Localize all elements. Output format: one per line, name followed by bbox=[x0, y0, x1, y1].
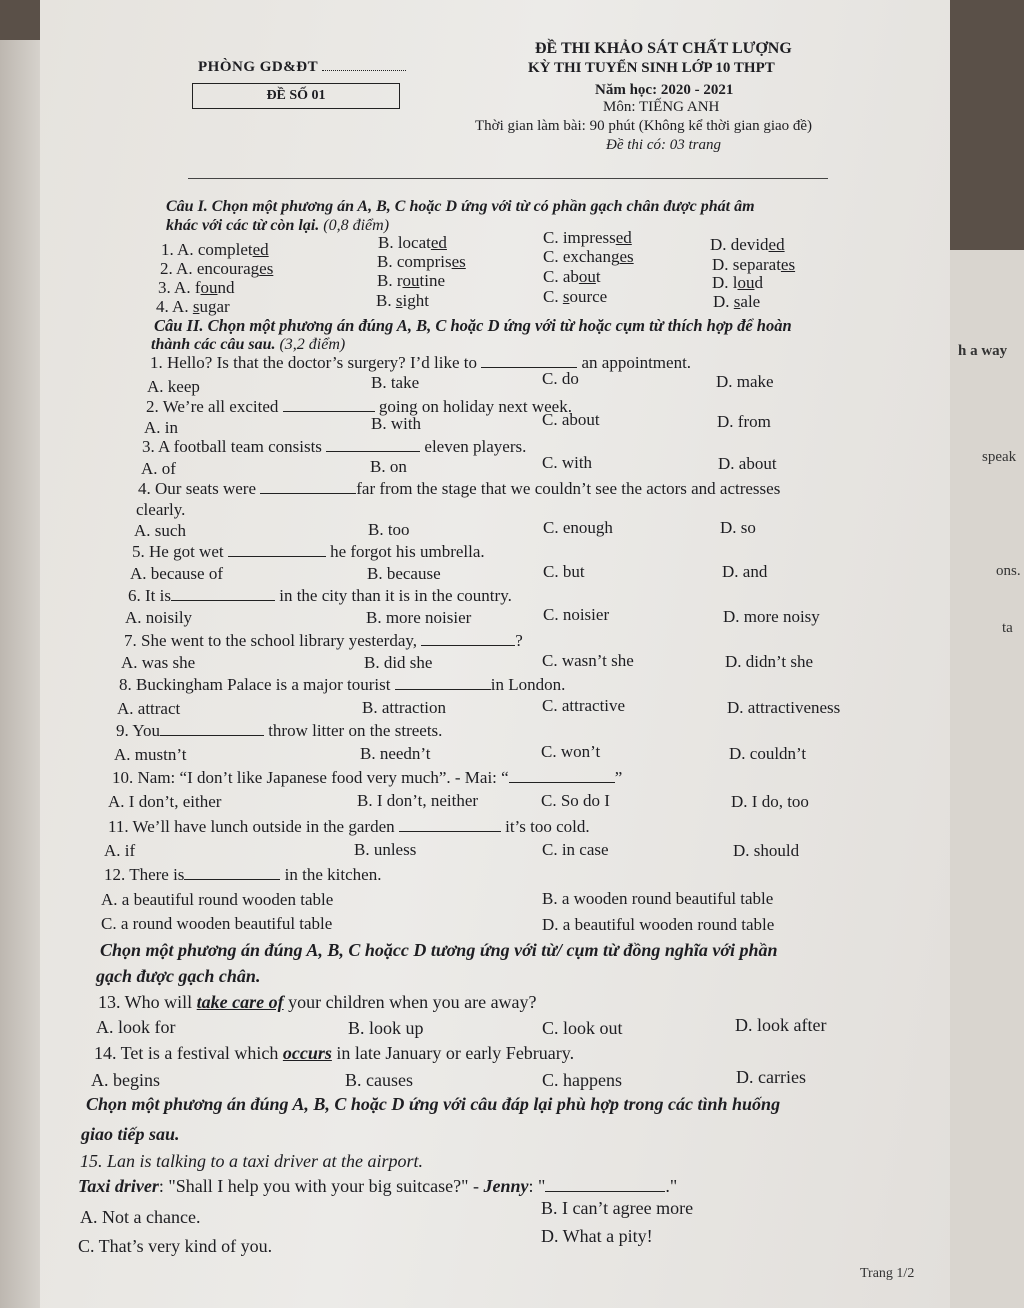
q7-option-d[interactable]: D. didn’t she bbox=[725, 652, 813, 671]
q3-option-c[interactable]: C. with bbox=[542, 453, 593, 472]
exam-code-box: ĐỀ SỐ 01 bbox=[192, 83, 400, 109]
q11-option-b[interactable]: B. unless bbox=[354, 840, 417, 859]
q5-stem: 5. He got wet he forgot his umbrella. bbox=[132, 542, 485, 561]
q14-option-b[interactable]: B. causes bbox=[345, 1070, 413, 1090]
q14-option-d[interactable]: D. carries bbox=[736, 1067, 806, 1087]
q2-option-c[interactable]: C. about bbox=[542, 410, 600, 429]
q12-stem: 12. There is in the kitchen. bbox=[104, 865, 382, 884]
q2-option-b[interactable]: B. with bbox=[371, 414, 422, 433]
s1-q3-d: D. loud bbox=[712, 273, 763, 292]
q9-stem: 9. You throw litter on the streets. bbox=[116, 721, 443, 740]
q15-option-d[interactable]: D. What a pity! bbox=[541, 1226, 653, 1246]
section1-title-cont: khác với các từ còn lại. (0,8 điểm) bbox=[166, 217, 390, 234]
q12-option-b[interactable]: B. a wooden round beautiful table bbox=[542, 889, 774, 908]
q14-option-a[interactable]: A. begins bbox=[91, 1070, 160, 1090]
school-year: Năm học: 2020 - 2021 bbox=[595, 82, 734, 98]
s1-q1-a: 1. A. completed bbox=[161, 240, 269, 259]
q12-option-c[interactable]: C. a round wooden beautiful table bbox=[101, 914, 333, 933]
section2-title-cont: thành các câu sau. (3,2 điểm) bbox=[151, 336, 346, 353]
page-count: Đề thi có: 03 trang bbox=[606, 137, 721, 153]
s1-q4-b: B. sight bbox=[376, 291, 429, 310]
q13-stem: 13. Who will take care of your children when you are away? bbox=[98, 992, 537, 1012]
s1-q4-d: D. sale bbox=[713, 292, 761, 311]
s1-q3-c: C. about bbox=[543, 267, 601, 286]
q3-option-b[interactable]: B. on bbox=[370, 457, 407, 476]
section1-title: Câu I. Chọn một phương án A, B, C hoặc D ứng với từ có phần gạch chân được phát âm bbox=[166, 198, 755, 215]
q2-option-a[interactable]: A. in bbox=[144, 418, 178, 437]
q10-stem: 10. Nam: “I don’t like Japanese food very much”. - Mai: “ ” bbox=[112, 768, 623, 787]
q4-stem: 4. Our seats were far from the stage that we couldn’t see the actors and actresses bbox=[138, 479, 781, 498]
q5-option-b[interactable]: B. because bbox=[367, 564, 441, 583]
q5-option-d[interactable]: D. and bbox=[722, 562, 768, 581]
q11-option-a[interactable]: A. if bbox=[104, 841, 136, 860]
underlying-sheet bbox=[940, 250, 1024, 1308]
side-fragment-1: h a way bbox=[958, 343, 1008, 359]
q1-option-c[interactable]: C. do bbox=[542, 369, 579, 388]
q14-stem: 14. Tet is a festival which occurs in late January or early February. bbox=[94, 1043, 575, 1063]
q6-option-c[interactable]: C. noisier bbox=[543, 605, 610, 624]
q13-option-d[interactable]: D. look after bbox=[735, 1015, 827, 1035]
q9-option-d[interactable]: D. couldn’t bbox=[729, 744, 807, 763]
q6-stem: 6. It is in the city than it is in the country. bbox=[128, 586, 512, 605]
q8-option-a[interactable]: A. attract bbox=[117, 699, 181, 718]
q4-option-d[interactable]: D. so bbox=[720, 518, 756, 537]
s1-q2-a: 2. A. encourages bbox=[160, 259, 274, 278]
s1-q2-c: C. exchanges bbox=[543, 247, 634, 266]
q7-option-a[interactable]: A. was she bbox=[121, 653, 196, 672]
q4-stem-cont: clearly. bbox=[136, 500, 186, 519]
q15-option-a[interactable]: A. Not a chance. bbox=[80, 1207, 201, 1227]
q9-option-a[interactable]: A. mustn’t bbox=[114, 745, 187, 764]
section2-title: Câu II. Chọn một phương án đúng A, B, C hoặc D ứng với từ hoặc cụm từ thích hợp để hoàn bbox=[154, 316, 792, 335]
q3-stem: 3. A football team consists eleven players. bbox=[142, 437, 527, 456]
q8-option-b[interactable]: B. attraction bbox=[362, 698, 447, 717]
side-fragment-2: speak bbox=[982, 449, 1017, 465]
q8-option-d[interactable]: D. attractiveness bbox=[727, 698, 841, 717]
q3-option-a[interactable]: A. of bbox=[141, 459, 176, 478]
subject: Môn: TIẾNG ANH bbox=[603, 99, 720, 115]
q15-option-b[interactable]: B. I can’t agree more bbox=[541, 1198, 694, 1218]
q11-option-c[interactable]: C. in case bbox=[542, 840, 609, 859]
s1-q1-d: D. devided bbox=[710, 235, 785, 254]
time-allowed: Thời gian làm bài: 90 phút (Không kể thời gian giao đề) bbox=[475, 118, 813, 134]
q7-option-c[interactable]: C. wasn’t she bbox=[542, 651, 634, 670]
q8-option-c[interactable]: C. attractive bbox=[542, 696, 626, 715]
s1-q2-b: B. comprises bbox=[377, 252, 466, 271]
q1-stem: 1. Hello? Is that the doctor’s surgery? I’d like to an appointment. bbox=[150, 353, 692, 372]
section3-title: Chọn một phương án đúng A, B, C hoặcc D tương ứng với từ/ cụm từ đồng nghĩa với phần bbox=[100, 940, 778, 960]
s1-q1-c: C. impressed bbox=[543, 228, 632, 247]
q13-option-c[interactable]: C. look out bbox=[542, 1018, 623, 1038]
q5-option-a[interactable]: A. because of bbox=[130, 564, 223, 583]
q1-option-d[interactable]: D. make bbox=[716, 372, 774, 391]
side-fragment-3: ons. bbox=[996, 563, 1021, 579]
q1-option-a[interactable]: A. keep bbox=[147, 377, 200, 396]
q8-stem: 8. Buckingham Palace is a major tourist in London. bbox=[119, 675, 566, 694]
q7-stem: 7. She went to the school library yesterday, ? bbox=[124, 631, 523, 650]
q15-option-c[interactable]: C. That’s very kind of you. bbox=[78, 1236, 273, 1256]
q11-stem: 11. We’ll have lunch outside in the garden it’s too cold. bbox=[108, 817, 590, 836]
section3-title-cont: gạch được gạch chân. bbox=[96, 966, 261, 986]
q2-option-d[interactable]: D. from bbox=[717, 412, 771, 431]
q6-option-d[interactable]: D. more noisy bbox=[723, 607, 820, 626]
s1-q3-b: B. routine bbox=[377, 271, 445, 290]
q12-option-d[interactable]: D. a beautiful wooden round table bbox=[542, 915, 775, 934]
q12-option-a[interactable]: A. a beautiful round wooden table bbox=[101, 890, 334, 909]
paper-stack-left bbox=[0, 40, 40, 1308]
q10-option-a[interactable]: A. I don’t, either bbox=[108, 792, 222, 811]
s1-q4-c: C. source bbox=[543, 287, 608, 306]
section4-title: Chọn một phương án đúng A, B, C hoặc D ứng với câu đáp lại phù hợp trong các tình huống bbox=[86, 1094, 781, 1114]
q6-option-b[interactable]: B. more noisier bbox=[366, 608, 472, 627]
exam-subtitle: KỲ THI TUYỂN SINH LỚP 10 THPT bbox=[528, 60, 775, 76]
q7-option-b[interactable]: B. did she bbox=[364, 653, 433, 672]
q9-option-b[interactable]: B. needn’t bbox=[360, 744, 431, 763]
q1-option-b[interactable]: B. take bbox=[371, 373, 420, 392]
page-number: Trang 1/2 bbox=[860, 1266, 915, 1281]
section4-title-cont: giao tiếp sau. bbox=[81, 1124, 180, 1144]
q4-option-b[interactable]: B. too bbox=[368, 520, 410, 539]
q15-dialogue: Taxi driver: "Shall I help you with your big suitcase?" - Jenny: " ." bbox=[78, 1176, 678, 1196]
exam-title: ĐỀ THI KHẢO SÁT CHẤT LƯỢNG bbox=[535, 40, 792, 57]
q4-option-a[interactable]: A. such bbox=[134, 521, 186, 540]
q15-situation: 15. Lan is talking to a taxi driver at the airport. bbox=[80, 1151, 423, 1171]
s1-q3-a: 3. A. found bbox=[158, 278, 235, 297]
q11-option-d[interactable]: D. should bbox=[733, 841, 800, 860]
q10-option-d[interactable]: D. I do, too bbox=[731, 792, 809, 811]
q5-option-c[interactable]: C. but bbox=[543, 562, 585, 581]
s1-q4-a: 4. A. sugar bbox=[156, 297, 230, 316]
q14-option-c[interactable]: C. happens bbox=[542, 1070, 622, 1090]
department-label: PHÒNG GD&ĐT bbox=[198, 56, 406, 76]
q3-option-d[interactable]: D. about bbox=[718, 454, 777, 473]
q6-option-a[interactable]: A. noisily bbox=[125, 608, 193, 627]
q10-option-c[interactable]: C. So do I bbox=[541, 791, 610, 810]
q4-option-c[interactable]: C. enough bbox=[543, 518, 613, 537]
q13-option-a[interactable]: A. look for bbox=[96, 1017, 176, 1037]
header-divider bbox=[188, 178, 828, 179]
q10-option-b[interactable]: B. I don’t, neither bbox=[357, 791, 479, 810]
s1-q2-d: D. separates bbox=[712, 255, 796, 274]
s1-q1-b: B. located bbox=[378, 233, 447, 252]
side-fragment-4: ta bbox=[1002, 620, 1013, 636]
q13-option-b[interactable]: B. look up bbox=[348, 1018, 424, 1038]
q9-option-c[interactable]: C. won’t bbox=[541, 742, 601, 761]
q2-stem: 2. We’re all excited going on holiday next week. bbox=[146, 397, 572, 416]
